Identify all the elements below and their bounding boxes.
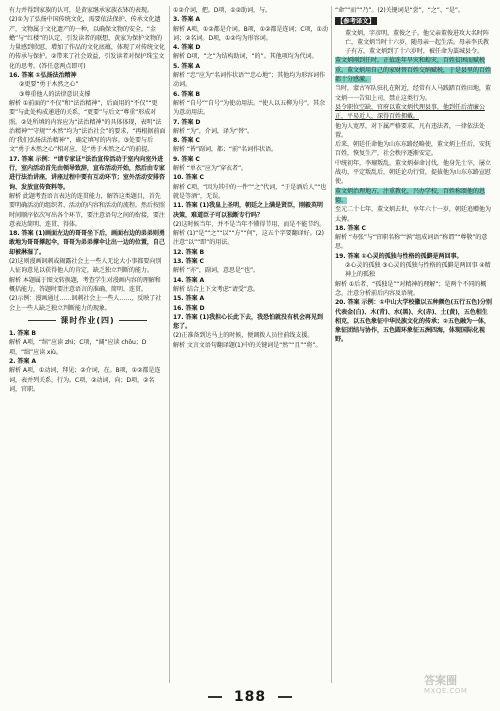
highlighted-text: 董文炳治理地方，注重教化，兴办学校，百姓称颂他的恩德。 [335, 187, 485, 204]
explanation-paragraph [335, 187, 493, 206]
answer-line: 19. 答案 ①心灵的孤独与性格的孤僻是两回事。 [335, 252, 463, 260]
explanation-paragraph: ②心灵的孤独 ③心灵的孤独与性格的孤僻是两回事 ④精神上的孤独 [345, 262, 491, 279]
answer-line: 20. 答案 示例：①中山大学校徽以五种颜色(五行五色)分别代表金(白)、木(青)、水(黑)、火(赤)、土(黄)，五色相生相克，以五色象征中华民族文化的传承；②五色融为一体，象征团结与协作，五色圆环象征五洲四海，体现国际化视野。 [335, 299, 492, 344]
explanation-paragraph: (2)正准备到达马上的时候，便调拨人员往前线支援。 [173, 332, 314, 340]
explanation-paragraph: 解析 此题考查语言表达的连贯能力，解答这类题目，首先要明确活动的组织者、活动的内容和活动的流程。然后按照时间顺序依次写出各个环节，要注意语句之间的衔接，要注意表达简明、连贯、得体。 [9, 192, 165, 228]
section-title-text: 课时作业(四) [60, 315, 115, 325]
underlined-text: 县令职位空缺，官府以董文炳代理县事，他到任后清廉公正，平易近人，深得百姓拥戴。 [335, 103, 485, 121]
explanation-paragraph: 解析 (1)“是”“之”“以”“方”“何”，这五个字要翻译好。(2)注意“以”“即”的用法。 [173, 230, 324, 247]
answer-line: 11. 答案 (1)我皇上圣明，朝廷之上满是贤臣，刚毅英明决策，难道臣子可以独断专行吗？ [173, 202, 323, 219]
answer-line: 7. 答案 D [173, 118, 201, 126]
explanation-paragraph: 解析 D项，“之”为结构助词，“的”。其他项均为代词。 [173, 53, 318, 61]
watermark-logo [424, 674, 494, 708]
answer-line: 9. 答案 C [173, 155, 200, 163]
explanation-paragraph: 有力并得到家族的认可，是黄家继承家族衣钵的表现。 [9, 7, 153, 14]
explanation-paragraph: 解析 ①后者，“孤独是”“对精神的理解”；是两个不同的概念，注意分析前后内容及语境。 [335, 280, 487, 297]
explanation-paragraph: 解析 结合上下文考虑“请受”意。 [173, 285, 259, 293]
explanation-paragraph: 解析 A项，①动词，拜见；②介词，在。B项，①②都是连词，表并列关系，行为。C项，②动词，向；D项，②名词，官职。 [9, 367, 161, 393]
answer-line: 18. 答案 C [335, 224, 366, 232]
answer-line: 4. 答案 D [173, 44, 201, 52]
heading-box: 【参考译文】 [337, 17, 375, 26]
answer-line: 3. 答案 A [173, 16, 201, 24]
title-rule [28, 320, 56, 321]
title-rule [119, 320, 147, 321]
watermark-url: MXQE.COM [424, 687, 468, 695]
right-column [335, 6, 493, 683]
explanation-paragraph: 解析 “皆”副词，都；“前”名词作状语。 [173, 146, 277, 154]
section-title [9, 316, 166, 325]
explanation-paragraph: 解析 C项，“因为其中的一件”“之”代词，“于是酒后人”“也就是等酒”，无误。 [173, 183, 327, 200]
explanation-paragraph: 他为人宽厚，对下属严格要求，凡有违法者，一律依法处置。 [335, 122, 485, 139]
explanation-paragraph [335, 56, 493, 84]
column-divider [169, 6, 170, 683]
answer-line: 2. 答案 A [9, 357, 37, 365]
explanation-paragraph: 解析 “忠”应为“名词作状语”“忠心地”；其他均为形容词作动词。 [173, 72, 326, 89]
explanation-paragraph: 后来，朝廷任命他为山东东路经略使，董文炳上任后，安抚百姓，恢复生产，社会秩序逐渐安定。 [335, 141, 491, 158]
answer-line: 1. 答案 B [9, 330, 36, 338]
explanation-paragraph: 解析 “亦”，副词，意思是“也”。 [173, 267, 259, 275]
explanation-paragraph: 当时，蒙古军队驻扎在附近，经常有人马践踏百姓田地，董文炳一一告知上司，禁止这类行为。 [335, 85, 491, 102]
explanation-paragraph [335, 103, 493, 122]
explanation-paragraph: ③尊重他人的法律意识支撑 [19, 90, 91, 98]
middle-column [173, 6, 328, 683]
page-number: 188 [233, 689, 267, 705]
explanation-paragraph: 解析 文言文语句翻译题(1)中的关键词是“然”“且”“将”。 [173, 341, 322, 349]
answer-line: 14. 答案 A [173, 276, 205, 284]
explanation-paragraph: 解析 “寿张”与“官职名称”“孰”组成词语“称谓”“尊敬”的意思。 [335, 234, 488, 251]
answer-line: 13. 答案 C [173, 258, 204, 266]
explanation-paragraph: (2)示例：漫画通过……讽刺社会上一些人……，反映了社会上一些人缺乏独立判断能力的现象。 [9, 295, 162, 312]
explanation-paragraph: ①②介词，把。D项，①②助词，与。 [173, 7, 271, 14]
explanation-paragraph: 解析 ①前面的“不仅”和“法治精神”，后面用的“不仅”“更要”与此处构成递进的关系，“更要”与后文“尊重”形成对照。②处所填的内容应为“法治精神”的具体体现，表明“法治精神”“守规”“木然”均为“法治社会”的要求，“再根据前面的‘我们弘扬法治精神’”，确定填写的内容。③处要与后文“勇于木然之心”相对应，是“勇于木然之心”的前提。 [9, 99, 166, 154]
explanation-paragraph: 解析 “为”，介词，译为“替”。 [173, 127, 253, 135]
explanation-paragraph: “命”“而”“乃”。(2)关键词是“尝”，“之”、“是”。 [335, 7, 464, 14]
explanation-paragraph: (2)①为了弘扬中国传统文化，需要依法保护、传承文化遗产，文物属于文化遗产的一种，以确保文物的安全。“金蟾”与“红楼”的认定，引发读者的联想，黄家为保护文物的力量感到欣慰，增加了作品的文化底蕴，体现了对传统文化的传承与保护。②带来了社会效益，引发读者对保护珠宝文化的思考。(答任意两点即可) [9, 16, 165, 70]
column-divider [331, 6, 332, 683]
answer-line: 10. 答案 C [173, 174, 204, 182]
watermark-text: 答案圈 [424, 674, 457, 687]
highlighted-text: 董文炳刚到任时，正值连年旱灾和蝗灾，百姓贫困而赋税重，董文炳用自己的家财替百姓交纳赋税，于是县里的百姓都十分感激。 [335, 57, 491, 84]
footer-dash-left [208, 696, 222, 698]
answer-line: 16. 答案 ①弘扬法治精神 [9, 72, 77, 80]
reference-translation-heading [335, 17, 493, 26]
explanation-paragraph: 解析 “单衣”应为“穿衣者”。 [173, 165, 248, 173]
answer-line: 18. 答案 (1)画面左边的哥哥坐下后，画面右边的弟弟则勇敢地为哥哥撑起伞，哥哥为弟弟撑伞让出一边的位置，自己却被淋湿了。 [9, 230, 165, 256]
left-column [9, 6, 166, 683]
explanation-paragraph: 董文炳，字彦明，董俊之子。他父亲董俊进攻大名时阵亡，董文炳当时十六岁，随母亲一起生活。母亲李氏教子有方，董文炳到了十六岁时，被任命为藁城县令。 [345, 29, 489, 56]
footer-dash-right [278, 696, 292, 698]
answer-line: 5. 答案 A [173, 62, 201, 70]
explanation-paragraph: (2)这时候当年，并不是当年不懂得节用，而是不能节约。 [173, 220, 326, 228]
explanation-paragraph: 中统初年，李璮叛乱，董文炳奉命讨伐，他身先士卒，屡立战功，平定叛乱后，朝廷论功行赏，提拔他为山东东路宣慰使。 [335, 159, 491, 186]
explanation-paragraph: 解析 A项，“绾”应读 zhì；C项，“阔”应读 chōu；D项，“绌”应读 xiù。 [9, 339, 147, 356]
answer-line: 6. 答案 B [173, 90, 200, 98]
explanation-paragraph: ②更要“勇于木然之心” [19, 81, 79, 89]
explanation-paragraph: (2)这则漫画讽刺或揭露社会上一些人无论大小事都要向别人征询意见以获得他人的肯定，缺乏独立判断的能力。 [9, 258, 162, 275]
answer-line: 12. 答案 B [173, 248, 205, 256]
answer-line: 17. 答案 (1)我担心长此下去，我恐怕就没有机会再见到您了。 [173, 313, 323, 331]
answer-line: 17. 答案 示例：“请专家证”法治宣传活动于室内向室外进行，室内活动首先由领导致辞，宣布活动开始，然后由专家进行法治讲座，讲座过程中要有互动环节；室外活动安排咨询、发放宣传资料等。 [9, 155, 165, 191]
answer-line: 16. 答案 D [173, 304, 205, 312]
explanation-paragraph: 解析 “自号”“自号”为使动用法。“使人以五柳为号”，其余为意动用法。 [173, 99, 326, 117]
explanation-paragraph: 至元二十七年，董文炳去世，享年六十一岁，朝廷追赠他为太傅。 [335, 206, 491, 223]
explanation-paragraph: 解析 A项，①②都是介词。B项，①②都是连词；C项，①动词；②名词。D项，①②均为形容词。 [173, 25, 328, 42]
explanation-paragraph: 解析 本题属于图文转换题，考查学生对漫画内容的理解和概括能力，答题时要注意语言的准确、简明、连贯。 [9, 276, 161, 293]
answer-line: 8. 答案 C [173, 137, 200, 145]
answer-line: 15. 答案 A [173, 295, 205, 303]
